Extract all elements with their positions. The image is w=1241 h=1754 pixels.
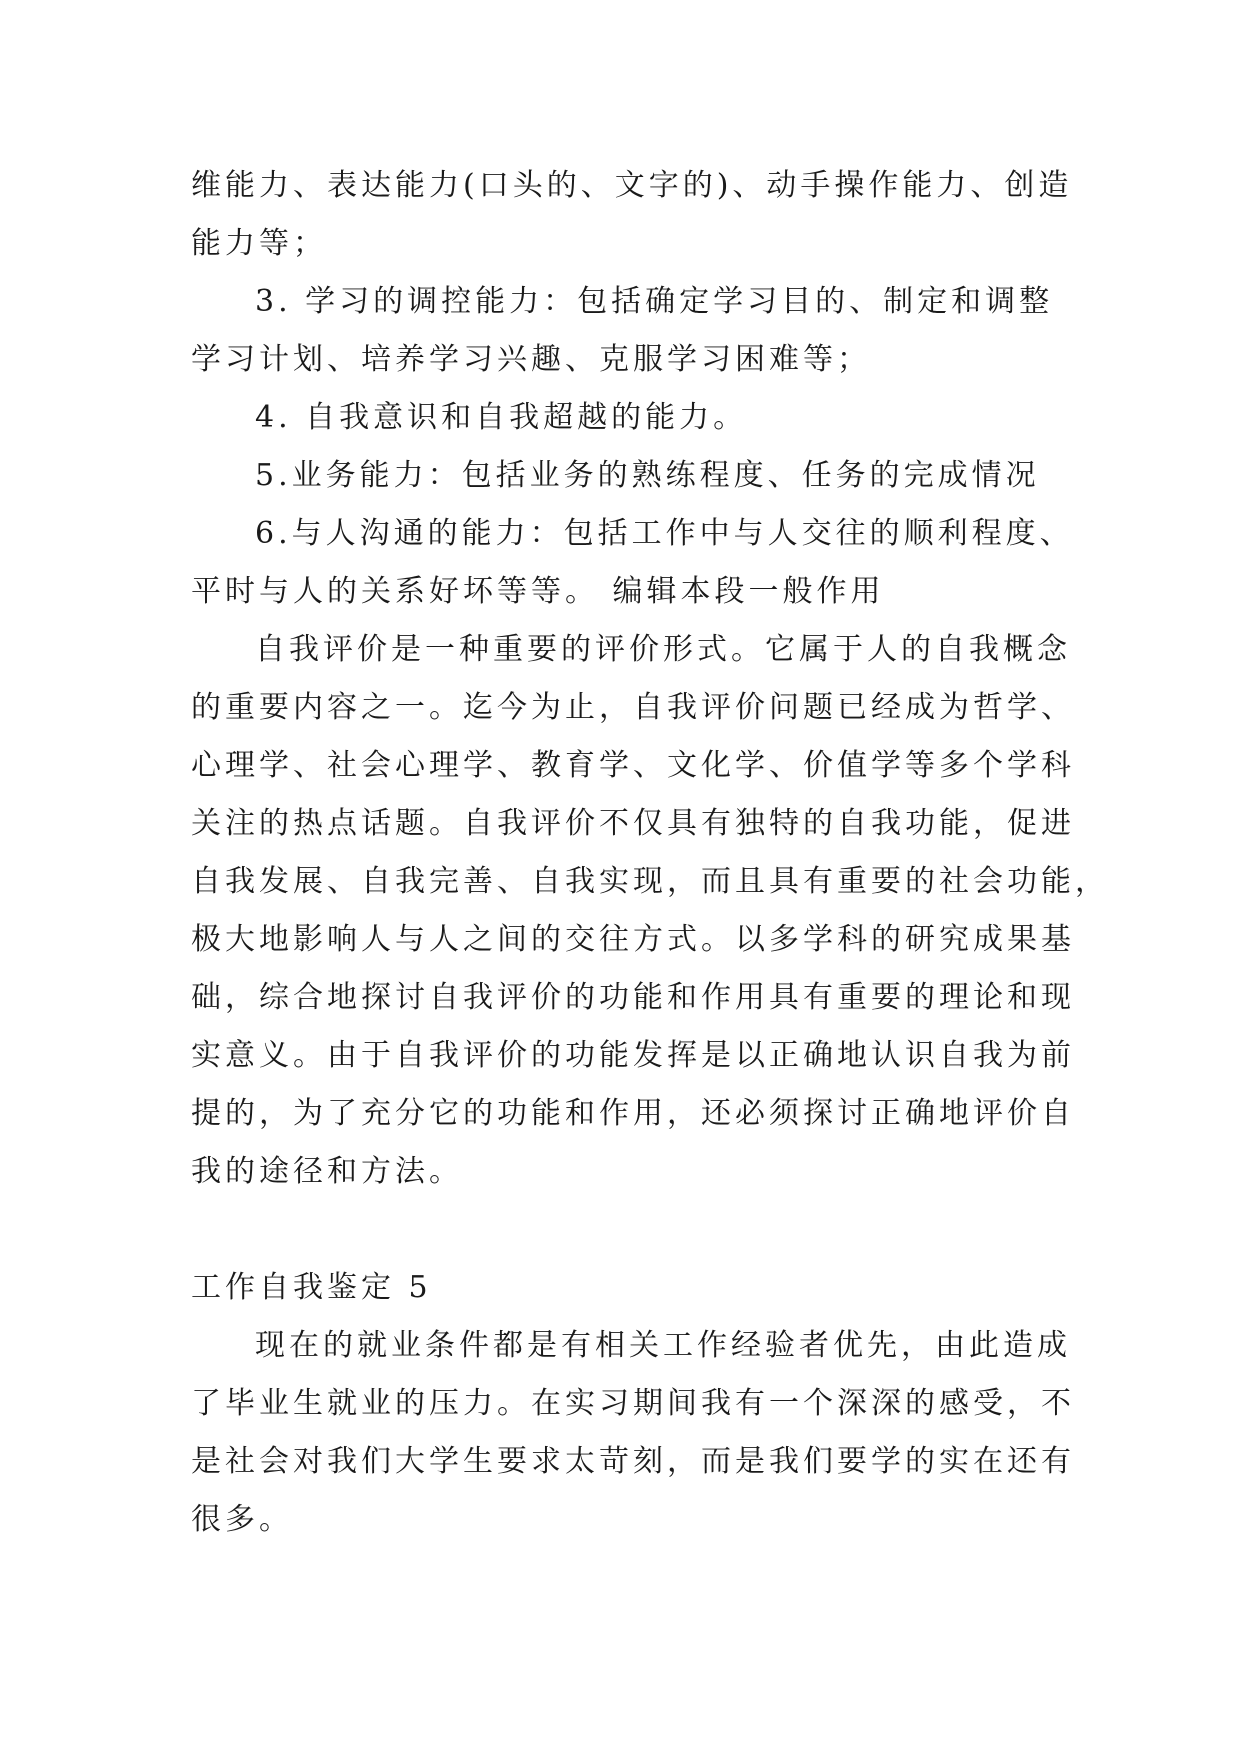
text-line: 提的，为了充分它的功能和作用，还必须探讨正确地评价自 — [191, 1096, 1075, 1131]
text-line: 能力等； — [191, 226, 327, 261]
text-line: 实意义。由于自我评价的功能发挥是以正确地认识自我为前 — [191, 1038, 1075, 1073]
text-line: 的重要内容之一。迄今为止，自我评价问题已经成为哲学、 — [191, 690, 1075, 725]
text-line: 自我发展、自我完善、自我实现，而且具有重要的社会功能， — [191, 864, 1109, 899]
text-line: 础，综合地探讨自我评价的功能和作用具有重要的理论和现 — [191, 980, 1075, 1015]
text-line: 是社会对我们大学生要求太苛刻，而是我们要学的实在还有 — [191, 1444, 1075, 1479]
text-line: 5.业务能力：包括业务的熟练程度、任务的完成情况 — [255, 458, 1040, 493]
text-line: 了毕业生就业的压力。在实习期间我有一个深深的感受，不 — [191, 1386, 1075, 1421]
text-line: 学习计划、培养学习兴趣、克服学习困难等； — [191, 342, 871, 377]
section-heading: 工作自我鉴定 5 — [191, 1270, 432, 1305]
text-line: 极大地影响人与人之间的交往方式。以多学科的研究成果基 — [191, 922, 1075, 957]
text-line: 关注的热点话题。自我评价不仅具有独特的自我功能，促进 — [191, 806, 1075, 841]
text-line: 自我评价是一种重要的评价形式。它属于人的自我概念 — [255, 632, 1071, 667]
text-line: 心理学、社会心理学、教育学、文化学、价值学等多个学科 — [191, 748, 1075, 783]
text-line: 3. 学习的调控能力：包括确定学习目的、制定和调整 — [255, 284, 1054, 319]
text-line: 很多。 — [191, 1502, 293, 1537]
text-line: 平时与人的关系好坏等等。 编辑本段一般作用 — [191, 574, 885, 609]
text-line: 维能力、表达能力(口头的、文字的)、动手操作能力、创造 — [191, 168, 1073, 203]
text-line: 现在的就业条件都是有相关工作经验者优先，由此造成 — [255, 1328, 1071, 1363]
text-line: 我的途径和方法。 — [191, 1154, 463, 1189]
text-line: 4. 自我意识和自我超越的能力。 — [255, 400, 748, 435]
text-line: 6.与人沟通的能力：包括工作中与人交往的顺利程度、 — [255, 516, 1074, 551]
